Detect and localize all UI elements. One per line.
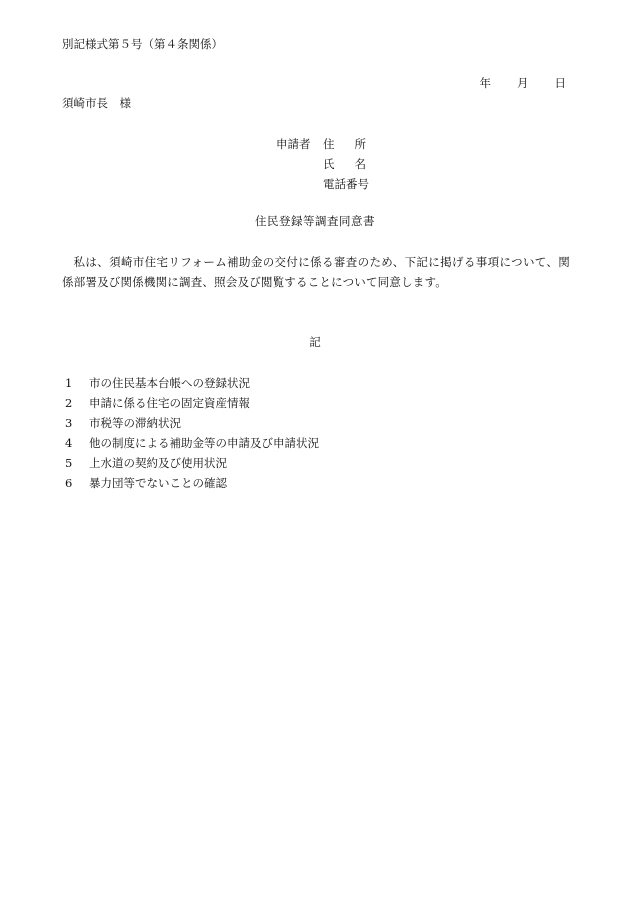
consent-statement: 私は、須崎市住宅リフォーム補助金の交付に係る審査のため、下記に掲げる事項について、関係部署及び関係機関に調査、照会及び閲覧することについて同意します。 (62, 255, 570, 289)
item-text: 上水道の契約及び使用状況 (89, 455, 227, 470)
list-item (62, 393, 319, 413)
name-label: 氏名 (323, 156, 386, 171)
date-year-label: 年 (479, 76, 491, 90)
applicant-phone-row (276, 174, 386, 194)
ki-heading: 記 (309, 335, 321, 349)
phone-label: 電話番号 (323, 176, 369, 191)
list-item (62, 373, 319, 393)
item-text: 他の制度による補助金等の申請及び申請状況 (89, 435, 319, 450)
item-number: 3 (65, 415, 73, 430)
date-line (480, 75, 567, 91)
item-number: 5 (65, 455, 73, 470)
item-number: 4 (65, 435, 73, 450)
applicant-role-label: 申請者 (276, 136, 311, 151)
applicant-address-row (276, 134, 386, 154)
applicant-name-row (276, 154, 386, 174)
item-number: 2 (65, 395, 73, 410)
list-item (62, 453, 319, 473)
list-item (62, 433, 319, 453)
list-item (62, 473, 319, 493)
date-month-label: 月 (517, 76, 529, 90)
item-text: 市の住民基本台帳への登録状況 (89, 375, 250, 390)
item-text: 暴力団等でないことの確認 (89, 475, 227, 490)
form-number: 別記様式第５号（第４条関係） (62, 37, 223, 51)
item-text: 申請に係る住宅の固定資産情報 (89, 395, 250, 410)
item-number: 6 (65, 475, 73, 490)
addressee: 須崎市長 様 (62, 96, 131, 110)
document-title: 住民登録等調査同意書 (255, 214, 375, 228)
consent-items-list (62, 373, 319, 493)
applicant-block (276, 134, 386, 194)
date-day-label: 日 (554, 76, 566, 90)
list-item (62, 413, 319, 433)
address-label: 住所 (323, 136, 386, 151)
item-text: 市税等の滞納状況 (89, 415, 181, 430)
item-number: 1 (65, 375, 73, 390)
